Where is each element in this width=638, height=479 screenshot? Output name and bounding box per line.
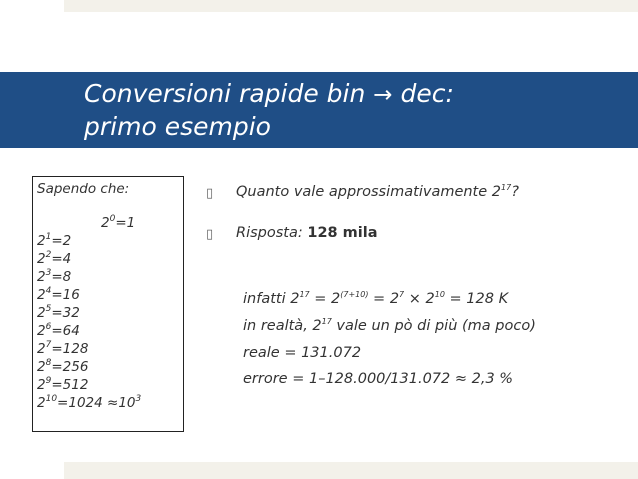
power-row: $2^{10}=1024 \approx 10^3$ bbox=[37, 394, 142, 411]
title-text-a: Conversioni rapide bin bbox=[84, 79, 366, 108]
top-decor-bar bbox=[64, 0, 638, 12]
calc-line-3: reale = 131.072 bbox=[243, 345, 362, 361]
power-row: $2^2=4$ bbox=[37, 250, 72, 267]
calc-line-4: errore = 1–128.000/131.072 ≈ 2,3 % bbox=[243, 371, 514, 387]
arrow-icon: → bbox=[373, 82, 393, 108]
title-text-b: dec: bbox=[400, 79, 454, 108]
power-row: $2^4=16$ bbox=[37, 286, 80, 303]
bullet-icon: ▯ bbox=[206, 186, 214, 201]
box-heading: Sapendo che: bbox=[37, 181, 130, 197]
power-row: $2^9=512$ bbox=[37, 376, 89, 393]
calc-line-1: infatti $2^{17} = 2^{(7+10)} = 2^7 \times 2^{10} = 128$ K bbox=[243, 290, 509, 307]
calc-line-2: in realtà, $2^{17}$ vale un pò di più (ma poco) bbox=[243, 317, 536, 334]
title-subtitle: primo esempio bbox=[84, 112, 271, 141]
bullet-icon: ▯ bbox=[206, 227, 214, 242]
power-row: $2^6=64$ bbox=[37, 322, 80, 339]
powers-of-two-box bbox=[32, 176, 184, 432]
power-row: $2^5=32$ bbox=[37, 304, 80, 321]
answer-text: Risposta: 128 mila bbox=[236, 225, 378, 241]
power-row: $2^7=128$ bbox=[37, 340, 89, 357]
power-row: $2^3=8$ bbox=[37, 268, 72, 285]
power-row: $2^8=256$ bbox=[37, 358, 89, 375]
power-row: $2^1=2$ bbox=[37, 232, 72, 249]
bottom-decor-bar bbox=[64, 462, 638, 479]
power-row: $2^0=1$ bbox=[101, 214, 136, 231]
slide-title bbox=[84, 78, 454, 143]
question-text: Quanto vale approssimativamente $2^{17}$? bbox=[236, 183, 519, 200]
